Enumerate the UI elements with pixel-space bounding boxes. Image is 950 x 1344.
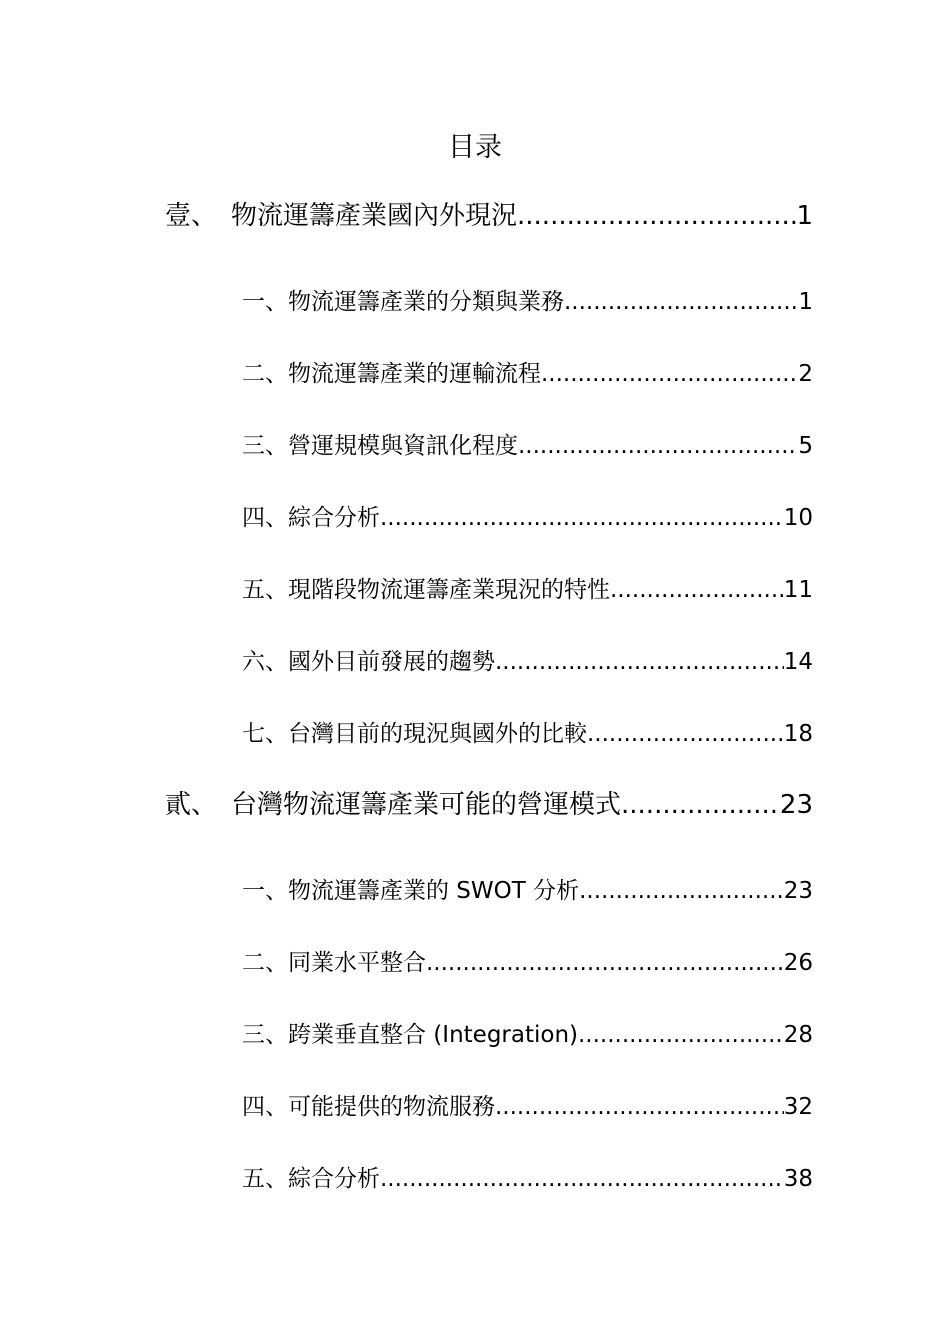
dot-leader xyxy=(587,716,784,752)
toc-entry-label: 物流運籌產業的分類與業務 xyxy=(288,289,564,315)
dot-leader xyxy=(610,572,784,608)
toc-entry-page: 14 xyxy=(783,649,813,675)
toc-entry-number: 六、 xyxy=(242,649,288,675)
toc-entry-page: 10 xyxy=(783,505,813,531)
toc-entry-section-2-3[interactable] xyxy=(242,1017,813,1053)
toc-entry-section-2-2[interactable] xyxy=(242,945,813,981)
toc-entry-number: 三、 xyxy=(242,433,288,459)
toc-entry-page: 32 xyxy=(783,1094,813,1120)
dot-leader xyxy=(621,785,780,825)
toc-entry-section-1-4[interactable] xyxy=(242,500,813,536)
dot-leader xyxy=(517,196,796,236)
dot-leader xyxy=(495,644,784,680)
toc-entry-number: 壹、 xyxy=(165,201,218,231)
toc-entry-page: 1 xyxy=(798,289,813,315)
toc-entry-label: 跨業垂直整合 (Integration) xyxy=(288,1022,578,1048)
dot-leader xyxy=(541,356,798,392)
toc-entry-page: 11 xyxy=(783,577,813,603)
toc-entry-number: 二、 xyxy=(242,950,288,976)
toc-title: 目录 xyxy=(448,132,502,163)
toc-entry-number: 一、 xyxy=(242,878,288,904)
toc-entry-label: 同業水平整合 xyxy=(288,950,426,976)
toc-entry-section-1-3[interactable] xyxy=(242,428,813,464)
toc-entry-section-2-1[interactable] xyxy=(242,873,813,909)
toc-entry-section-2-4[interactable] xyxy=(242,1089,813,1125)
toc-entry-number: 四、 xyxy=(242,505,288,531)
toc-entry-label: 可能提供的物流服務 xyxy=(288,1094,495,1120)
toc-entry-page: 26 xyxy=(783,950,813,976)
dot-leader xyxy=(579,873,784,909)
toc-entry-number: 一、 xyxy=(242,289,288,315)
toc-entry-section-2-5[interactable] xyxy=(242,1161,813,1197)
toc-entry-page: 23 xyxy=(783,878,813,904)
toc-entry-number: 貳、 xyxy=(165,790,218,820)
toc-entry-label: 現階段物流運籌產業現況的特性 xyxy=(288,577,610,603)
toc-entry-section-1-1[interactable] xyxy=(242,284,813,320)
toc-entry-number: 五、 xyxy=(242,1166,288,1192)
dot-leader xyxy=(380,500,784,536)
toc-entry-label: 綜合分析 xyxy=(288,1166,380,1192)
toc-entry-page: 38 xyxy=(783,1166,813,1192)
toc-entry-label: 物流運籌產業國內外現況 xyxy=(231,201,518,231)
toc-entry-number: 三、 xyxy=(242,1022,288,1048)
dot-leader xyxy=(578,1017,784,1053)
toc-entry-number: 五、 xyxy=(242,577,288,603)
dot-leader xyxy=(495,1089,784,1125)
dot-leader xyxy=(380,1161,784,1197)
toc-entry-label: 物流運籌產業的 SWOT 分析 xyxy=(288,878,580,904)
toc-entry-label: 綜合分析 xyxy=(288,505,380,531)
toc-entry-page: 28 xyxy=(783,1022,813,1048)
toc-entry-chapter-2[interactable] xyxy=(165,785,813,825)
toc-entry-page: 23 xyxy=(779,790,813,820)
toc-entry-page: 5 xyxy=(798,433,813,459)
toc-entry-page: 18 xyxy=(783,721,813,747)
toc-entry-number: 四、 xyxy=(242,1094,288,1120)
toc-entry-page: 1 xyxy=(796,201,813,231)
toc-entry-section-1-2[interactable] xyxy=(242,356,813,392)
dot-leader xyxy=(564,284,798,320)
toc-entry-number: 七、 xyxy=(242,721,288,747)
toc-entry-label: 台灣目前的現況與國外的比較 xyxy=(288,721,587,747)
toc-entry-number: 二、 xyxy=(242,361,288,387)
toc-entry-label: 物流運籌產業的運輸流程 xyxy=(288,361,541,387)
toc-entry-section-1-6[interactable] xyxy=(242,644,813,680)
toc-entry-chapter-1[interactable] xyxy=(165,196,813,236)
toc-entry-page: 2 xyxy=(798,361,813,387)
toc-entry-section-1-5[interactable] xyxy=(242,572,813,608)
dot-leader xyxy=(426,945,784,981)
dot-leader xyxy=(518,428,798,464)
toc-entry-label: 台灣物流運籌產業可能的營運模式 xyxy=(231,790,622,820)
toc-entry-section-1-7[interactable] xyxy=(242,716,813,752)
toc-entry-label: 國外目前發展的趨勢 xyxy=(288,649,495,675)
toc-entry-label: 營運規模與資訊化程度 xyxy=(288,433,518,459)
